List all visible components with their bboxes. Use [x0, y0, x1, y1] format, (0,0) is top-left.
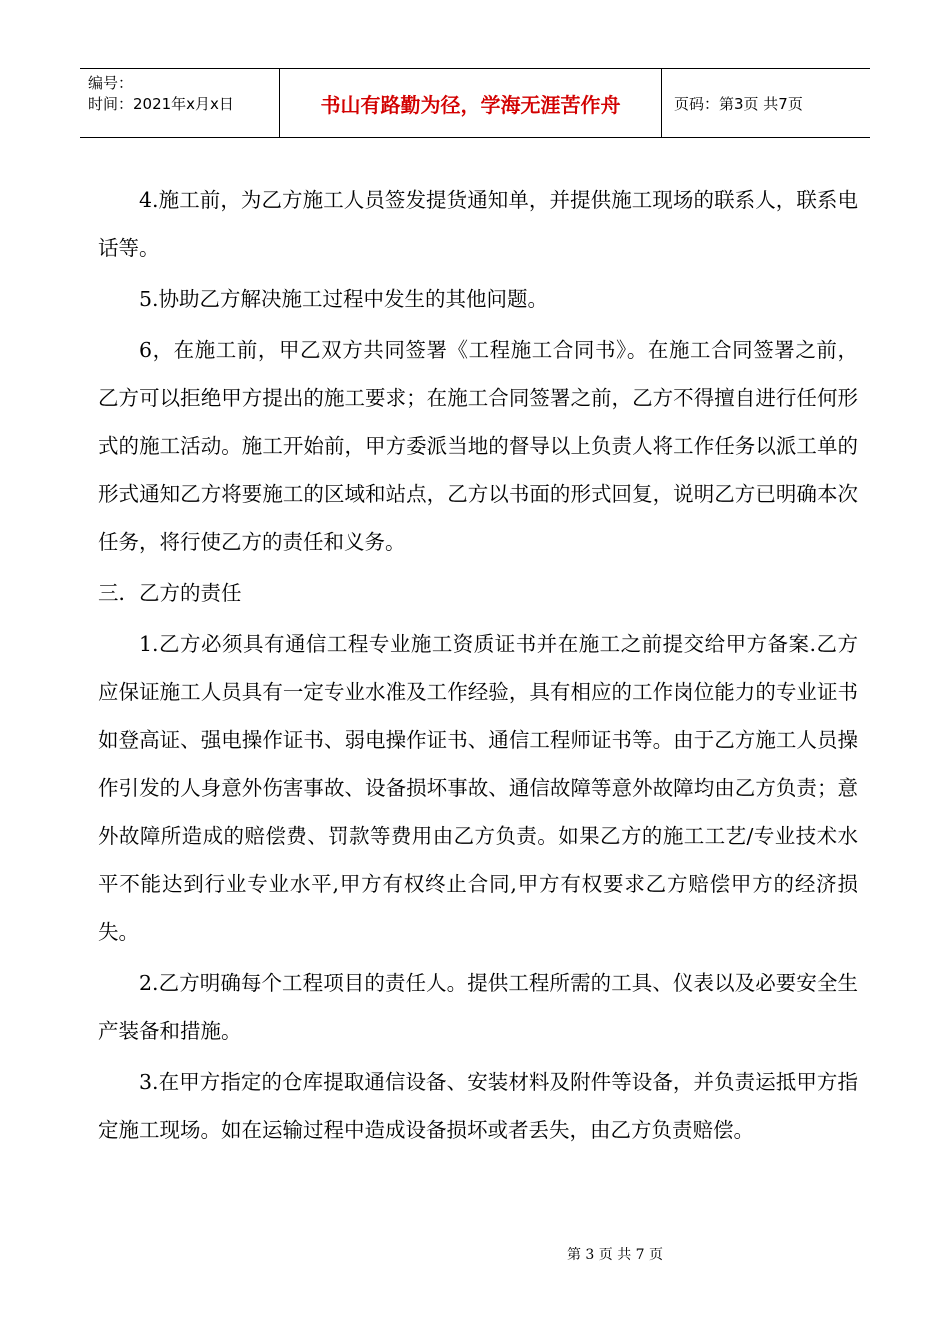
document-number-label: 编号： — [88, 74, 134, 92]
header-meta — [80, 69, 280, 137]
paragraph-item-4: 4.施工前，为乙方施工人员签发提货通知单，并提供施工现场的联系人，联系电话等。 — [98, 188, 858, 260]
paragraph-item-6: 6，在施工前，甲乙双方共同签署《工程施工合同书》。在施工合同签署之前，乙方可以拒绝甲方提出的施工要求；在施工合同签署之前，乙方不得擅自进行任何形式的施工活动。施工开始前，甲方委派当地的督导以上负责人将工作任务以派工单的形式通知乙方将要施工的区域和站点，乙方以书面的形式回复，说明乙方已明确本次任务，将行使乙方的责任和义务。 — [98, 338, 858, 554]
header-page-number: 页码：第3页 共7页 — [674, 94, 803, 113]
footer-page-number: 第 3 页 共 7 页 — [566, 1247, 664, 1263]
paragraph-party-b-1: 1.乙方必须具有通信工程专业施工资质证书并在施工之前提交给甲方备案.乙方应保证施工人员具有一定专业水准及工作经验，具有相应的工作岗位能力的专业证书如登高证、强电操作证书、弱电操作证书、通信工程师证书等。由于乙方施工人员操作引发的人身意外伤害事故、设备损坏事故、通信故障等意外故障均由乙方负责；意外故障所造成的赔偿费、罚款等费用由乙方负责。如果乙方的施工工艺/专业技术水平不能达到行业专业水平,甲方有权终止合同,甲方有权要求乙方赔偿甲方的经济损失。 — [98, 632, 858, 944]
paragraph-item-5: 5.协助乙方解决施工过程中发生的其他问题。 — [139, 287, 549, 311]
paragraph-party-b-3: 3.在甲方指定的仓库提取通信设备、安装材料及附件等设备，并负责运抵甲方指定施工现场。如在运输过程中造成设备损坏或者丢失，由乙方负责赔偿。 — [98, 1070, 858, 1142]
document-date-label: 时间：2021年x月x日 — [88, 95, 234, 113]
section-heading: 三．乙方的责任 — [98, 581, 242, 605]
document-body — [98, 176, 858, 1157]
paragraph-party-b-2: 2.乙方明确每个工程项目的责任人。提供工程所需的工具、仪表以及必要安全生产装备和措施。 — [98, 971, 858, 1043]
page-header — [80, 68, 870, 138]
header-motto: 书山有路勤为径，学海无涯苦作舟 — [280, 69, 662, 137]
page-footer — [0, 1244, 950, 1264]
